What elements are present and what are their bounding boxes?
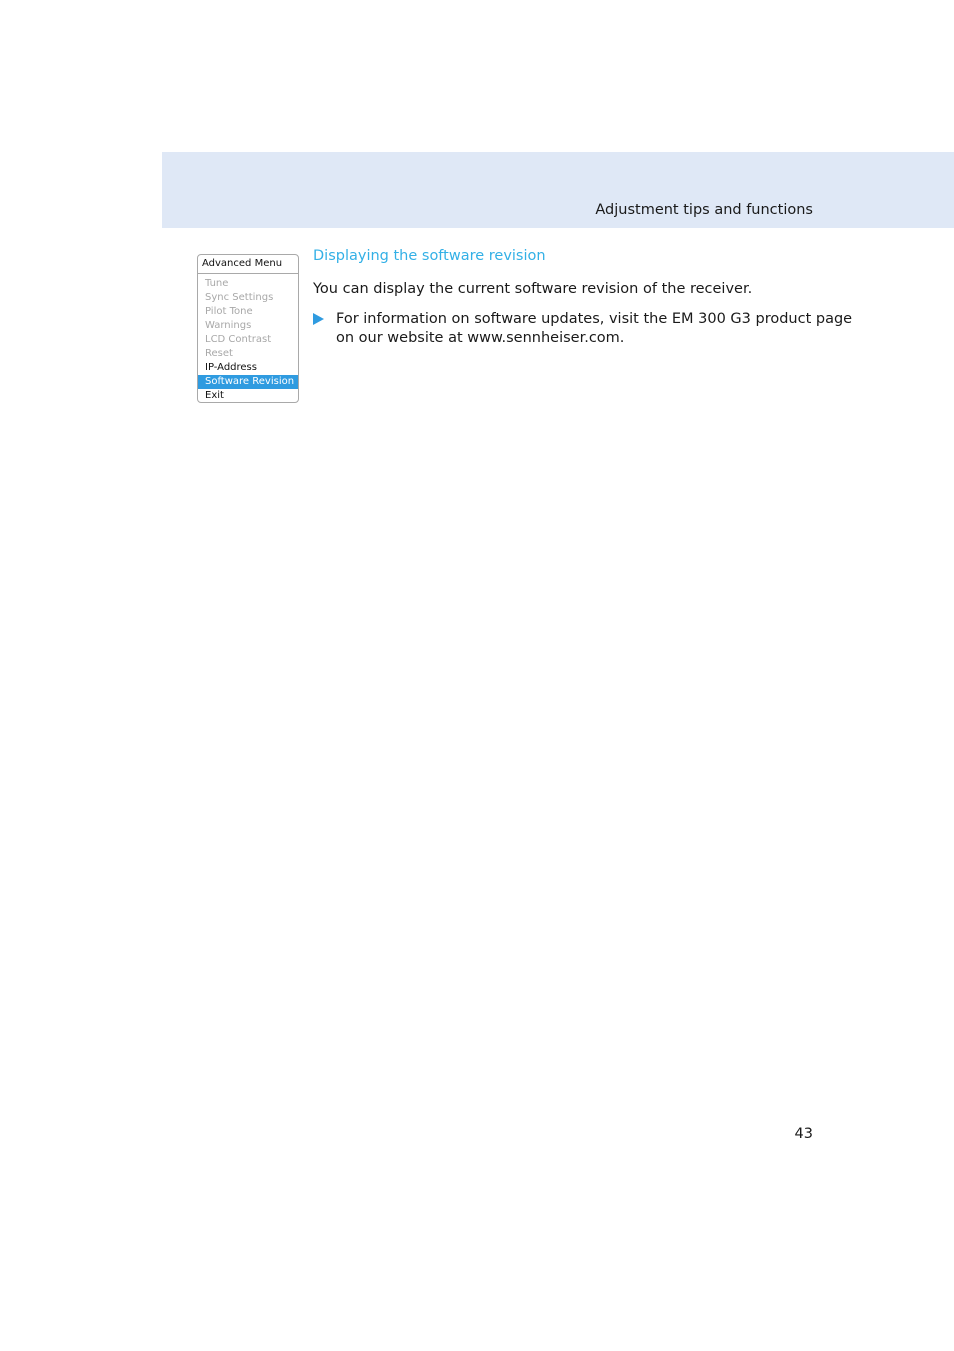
menu-list — [198, 274, 298, 403]
menu-item-software-revision: Software Revision — [198, 375, 298, 389]
menu-item-warnings: Warnings — [205, 320, 252, 331]
menu-title: Advanced Menu — [198, 255, 298, 274]
bullet-text — [336, 310, 853, 348]
page-number: 43 — [794, 1126, 813, 1142]
menu-item-tune: Tune — [205, 278, 229, 289]
menu-item-lcd-contrast: LCD Contrast — [205, 334, 272, 345]
menu-item-sync-settings: Sync Settings — [205, 292, 274, 303]
body-paragraph: You can display the current software revision of the receiver. — [313, 281, 753, 297]
menu-item-reset: Reset — [205, 348, 233, 359]
section-heading: Displaying the software revision — [313, 248, 546, 264]
menu-item-exit: Exit — [205, 390, 224, 401]
bullet-line-1: For information on software updates, visit the EM 300 G3 product page — [336, 311, 853, 327]
running-header: Adjustment tips and functions — [595, 202, 813, 218]
header-band — [162, 152, 954, 228]
arrow-right-icon — [313, 313, 324, 325]
menu-item-pilot-tone: Pilot Tone — [205, 306, 253, 317]
advanced-menu-illustration — [197, 254, 299, 403]
instruction-bullet — [313, 310, 853, 348]
bullet-line-2: on our website at www.sennheiser.com. — [336, 330, 625, 346]
menu-item-ip-address: IP-Address — [205, 362, 257, 373]
